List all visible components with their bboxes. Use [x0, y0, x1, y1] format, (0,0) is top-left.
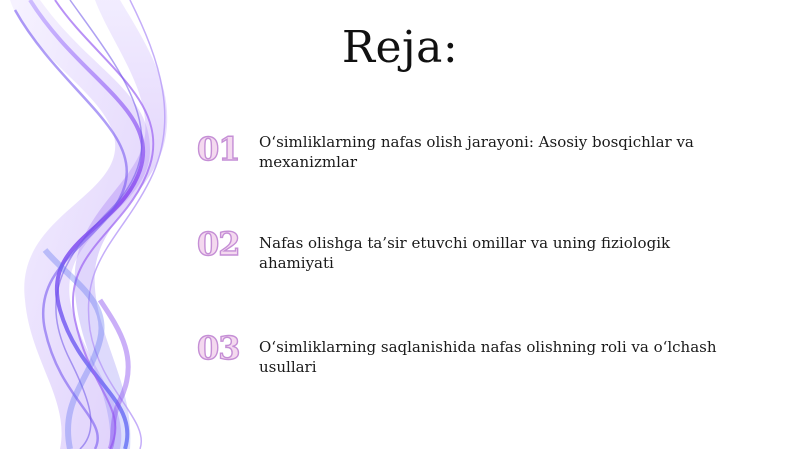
agenda-item-number: 03 — [197, 329, 240, 367]
agenda-item-text: O‘simliklarning nafas olish jarayoni: Asosiy bosqichlar va mexanizmlar — [259, 133, 694, 171]
agenda-item — [197, 130, 757, 190]
agenda-item-text: O‘simliklarning saqlanishida nafas olishning roli va o‘lchash usullari — [259, 338, 717, 376]
purple-smoke-ribbon-decoration — [0, 0, 200, 449]
agenda-item-text: Nafas olishga ta’sir etuvchi omillar va uning fiziologik ahamiyati — [259, 234, 671, 272]
agenda-item-number: 02 — [197, 225, 240, 263]
slide-title: Reja: — [341, 22, 459, 73]
agenda-item — [197, 329, 757, 389]
agenda-item-number: 01 — [197, 130, 240, 168]
agenda-item — [197, 225, 757, 285]
